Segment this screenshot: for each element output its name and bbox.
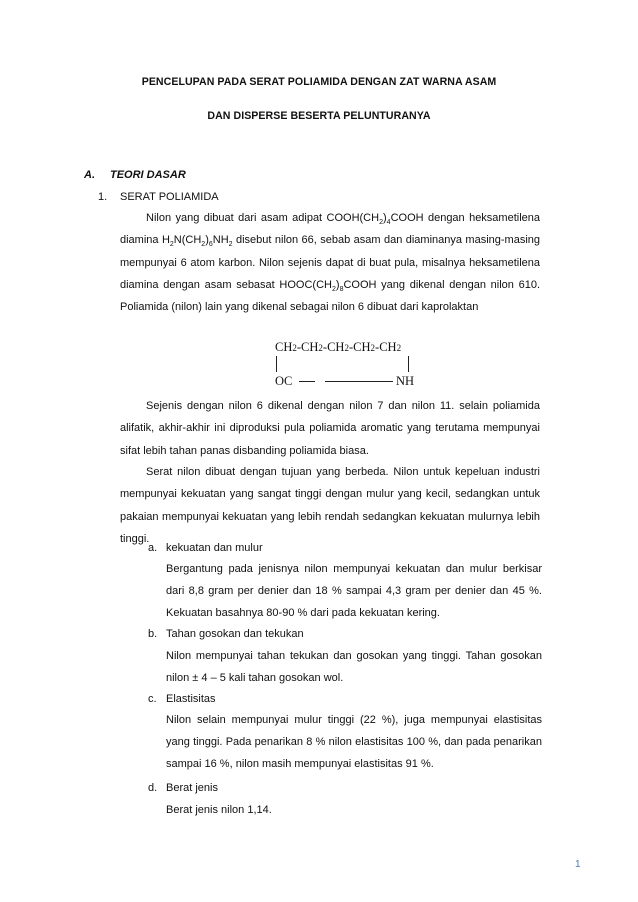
- document-title-line-2: DAN DISPERSE BESERTA PELUNTURANYA: [207, 110, 431, 122]
- list-item-c: c. Elastisitas: [148, 693, 216, 705]
- section-number: A.: [84, 169, 95, 181]
- section-title: TEORI DASAR: [110, 169, 186, 181]
- page-number: 1: [575, 859, 581, 870]
- formula-bond-right: [408, 356, 409, 372]
- formula-oc: OC: [275, 374, 293, 388]
- subsection-title: SERAT POLIAMIDA: [120, 191, 219, 203]
- list-item-d: d. Berat jenis: [148, 782, 218, 794]
- formula-bond-oc: [299, 381, 315, 382]
- list-item-b-body: Nilon mempunyai tahan tekukan dan gosokan yang tinggi. Tahan gosokan nilon ± 4 – 5 kali tahan gosokan wol.: [166, 650, 542, 684]
- paragraph-nylon-purpose: Serat nilon dibuat dengan tujuan yang berbeda. Nilon untuk kepeluan industri mempunyai kekuatan yang sangat tinggi dengan mulur yang kecil, sedangkan untuk pakaian mempunyai kekuatan yang lebih rendah sedangkan kekuatan mulurnya lebih tinggi.: [120, 466, 540, 545]
- list-item-b: b. Tahan gosokan dan tekukan: [148, 628, 304, 640]
- list-item-a: a. kekuatan dan mulur: [148, 542, 263, 554]
- list-item-c-body: Nilon selain mempunyai mulur tinggi (22 %), juga mempunyai elastisitas yang tinggi. Pada penarikan 8 % nilon elastisitas 100 %, dan pada penarikan sampai 16 %, nilon masih mempunyai elastisitas 91 %.: [166, 714, 542, 770]
- list-item-a-body: Bergantung pada jenisnya nilon mempunyai kekuatan dan mulur berkisar dari 8,8 gram per denier dan 18 % sampai 4,3 gram per denier dan 45 %. Kekuatan basahnya 80-90 % dari pada kekuatan kering.: [166, 563, 542, 619]
- subsection-heading: [98, 191, 219, 203]
- paragraph-nylon-intro: Nilon yang dibuat dari asam adipat $COOH(CH_2)_4COOH$ dengan heksametilena diamina $H_2N(CH_2)_6NH_2$ disebut nilon 66, sebab asam dan diaminanya masing-masing mempunyai 6 atom karbon. Nilon sejenis dapat di buat pula, misalnya heksametilena diamina dengan asam sebasat $HOOC(CH_2)_8COOH$ yang dikenal dengan nilon 610. Poliamida (nilon) lain yang dikenal sebagai nilon 6 dibuat dari kaprolaktan: [120, 212, 541, 314]
- formula-bond-nh: [325, 381, 393, 382]
- document-title-line-1: PENCELUPAN PADA SERAT POLIAMIDA DENGAN ZAT WARNA ASAM: [141, 76, 497, 88]
- formula-nh: NH: [396, 374, 415, 388]
- section-heading: [84, 169, 186, 181]
- paragraph-nylon-types: Sejenis dengan nilon 6 dikenal dengan nilon 7 dan nilon 11. selain poliamida alifatik, akhir-akhir ini diproduksi pula poliamida aromatic yang terutama mempunyai sifat lebih tahan panas disbanding poliamida biasa.: [120, 400, 540, 457]
- formula-bond-left: [276, 356, 277, 372]
- subsection-number: 1.: [98, 191, 108, 203]
- list-item-d-body: Berat jenis nilon 1,14.: [166, 804, 272, 816]
- formula-chain: CH2-CH2-CH2-CH2-CH2: [275, 340, 402, 354]
